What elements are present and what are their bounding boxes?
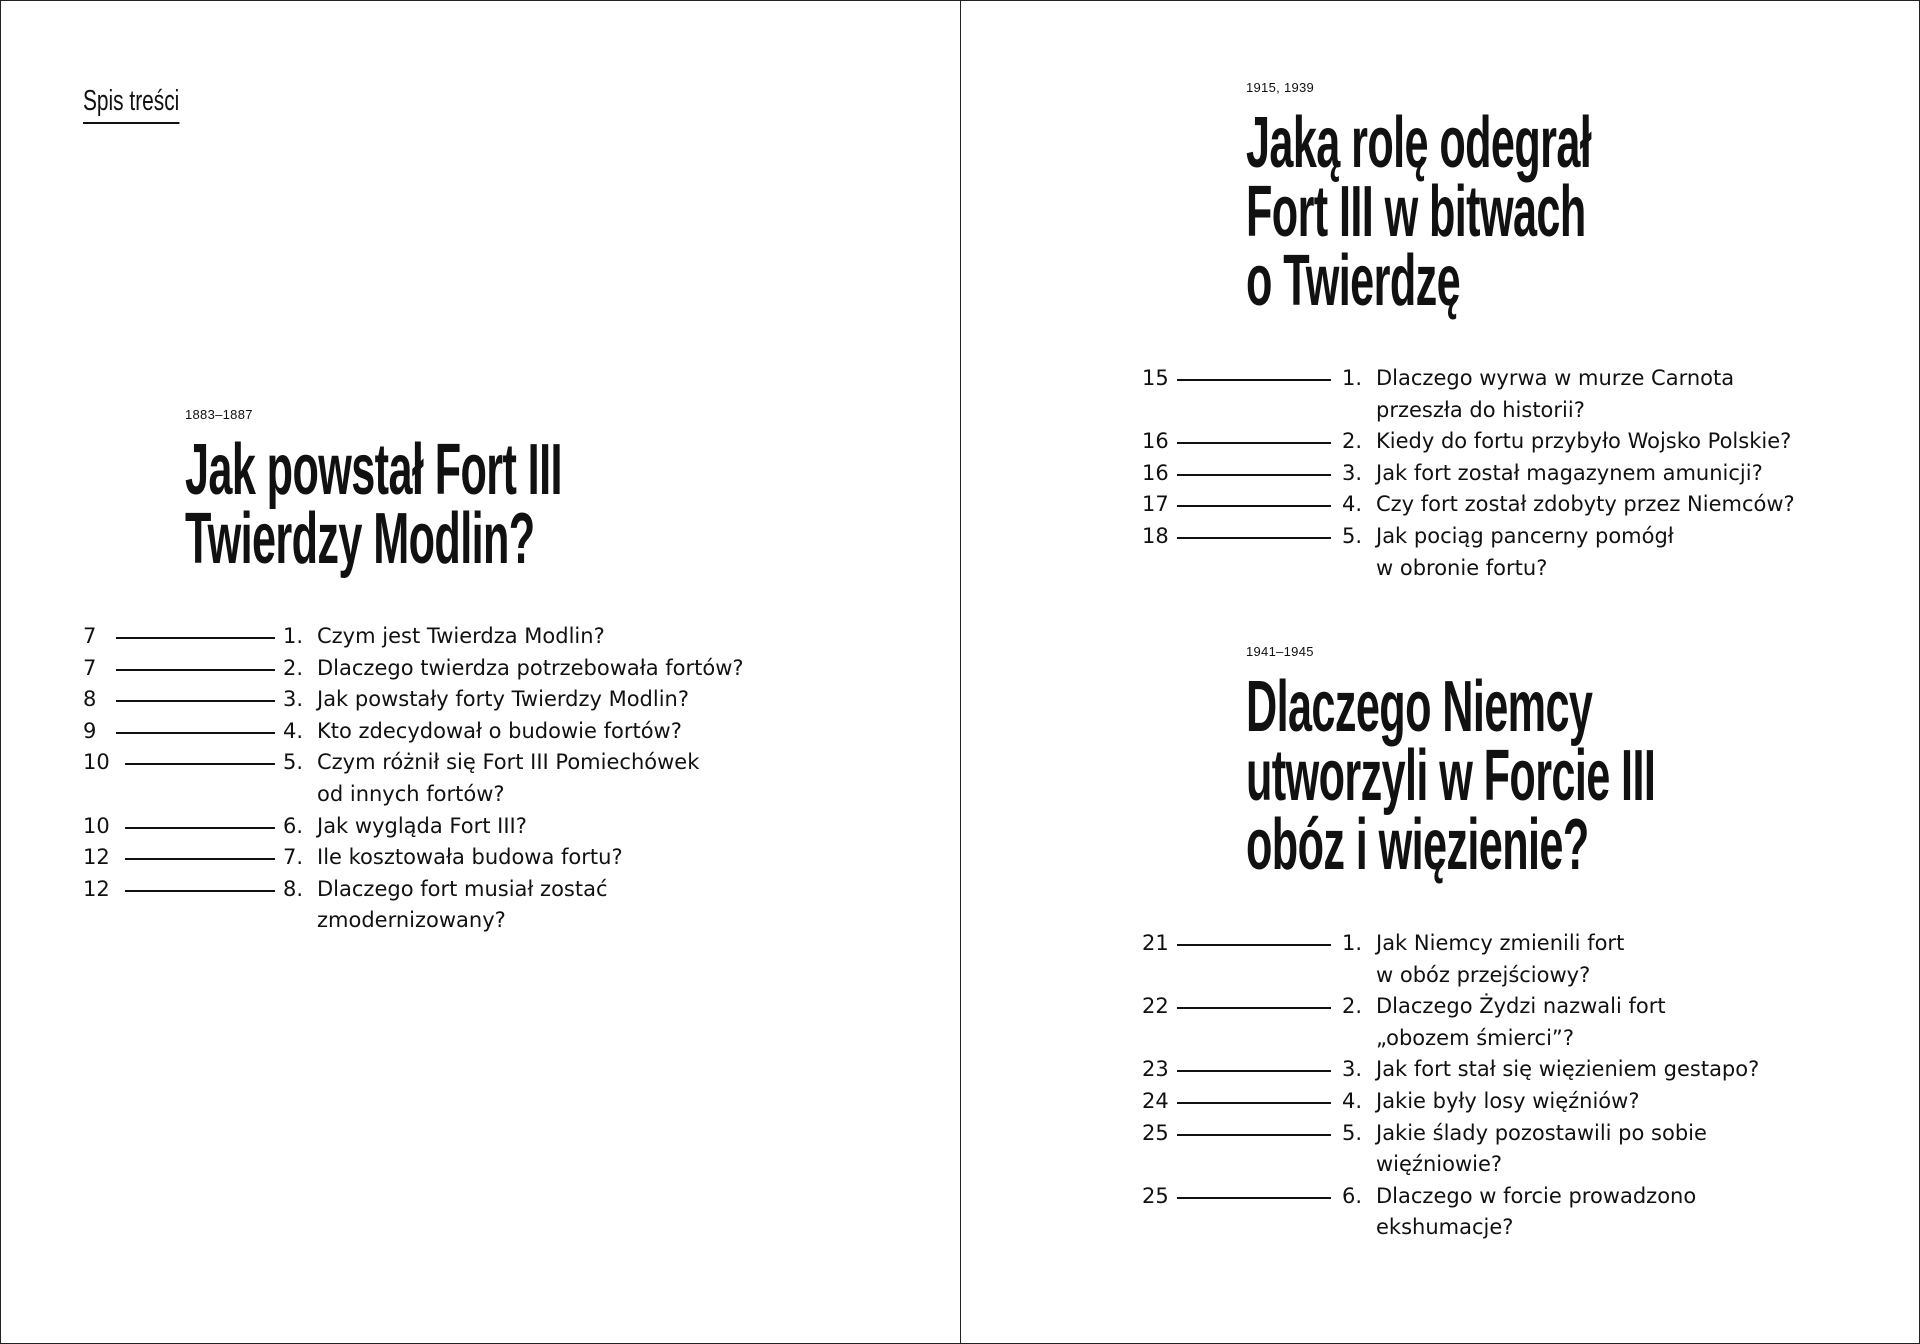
chapter-title	[1246, 103, 1592, 321]
chapter-title-line: Twierdzy Modlin?	[185, 499, 535, 579]
left-page	[1, 1, 961, 1343]
entry-number: 5.	[1342, 523, 1363, 548]
leader-line	[1177, 505, 1331, 507]
leader-line	[1177, 944, 1331, 946]
entry-number: 1.	[1342, 366, 1363, 390]
chapter-title	[185, 430, 562, 579]
entry-title-continued: w obronie fortu?	[1376, 555, 1548, 580]
toc-heading: Spis treści	[83, 85, 179, 124]
page-number: 15	[1142, 366, 1169, 390]
leader-line	[116, 700, 275, 702]
page-number: 25	[1142, 1183, 1169, 1208]
toc-entry[interactable]	[83, 684, 744, 716]
entry-number: 4.	[1342, 492, 1363, 517]
entry-number: 3.	[283, 687, 304, 712]
leader-line	[1177, 1070, 1331, 1072]
entry-number: 7.	[283, 845, 304, 870]
toc-entry[interactable]	[1142, 426, 1795, 458]
leader-line	[125, 763, 275, 765]
chapter-title-line: Jaką rolę odegrał	[1246, 103, 1592, 183]
leader-line	[1177, 1197, 1331, 1199]
entry-title: Dlaczego fort musiał zostać	[317, 876, 608, 901]
toc-entry[interactable]	[1142, 1054, 1759, 1086]
toc-entry[interactable]	[1142, 458, 1795, 490]
entry-title: Jak Niemcy zmienili fort	[1376, 931, 1625, 955]
leader-line	[116, 637, 275, 639]
leader-line	[1177, 1102, 1331, 1104]
toc-entry[interactable]	[1142, 1181, 1759, 1244]
entry-title-continued: w obóz przejściowy?	[1376, 962, 1591, 987]
entry-title-continued: „obozem śmierci”?	[1376, 1025, 1574, 1050]
page-number: 10	[83, 750, 110, 775]
page-number: 21	[1142, 931, 1169, 955]
entry-title-continued: przeszła do historii?	[1376, 397, 1585, 422]
toc-entry[interactable]	[83, 621, 744, 653]
chapter-1-header	[185, 407, 813, 579]
entry-title-continued: ekshumacje?	[1376, 1215, 1514, 1240]
leader-line	[1177, 1134, 1331, 1136]
page-number: 25	[1142, 1120, 1169, 1145]
entry-title: Ile kosztowała budowa fortu?	[317, 845, 623, 870]
page-number: 16	[1142, 429, 1169, 454]
toc-entry[interactable]	[1142, 521, 1795, 584]
page-number: 23	[1142, 1057, 1169, 1082]
chapter-2-header	[1246, 80, 1821, 321]
entry-number: 2.	[283, 655, 304, 680]
chapter-3-header	[1246, 644, 1920, 885]
page-number: 12	[83, 876, 110, 901]
page-number: 18	[1142, 523, 1169, 548]
entry-number: 6.	[1342, 1183, 1363, 1208]
leader-line	[1177, 379, 1331, 381]
page-number: 17	[1142, 492, 1169, 517]
entry-title: Czym jest Twierdza Modlin?	[317, 624, 605, 648]
entry-title: Dlaczego wyrwa w murze Carnota	[1376, 366, 1735, 390]
chapter-years: 1915, 1939	[1246, 80, 1315, 95]
entry-title: Dlaczego w forcie prowadzono	[1376, 1183, 1697, 1208]
toc-entry[interactable]	[1142, 928, 1759, 991]
chapter-2-entries	[1142, 363, 1795, 584]
entry-title-continued: zmodernizowany?	[317, 908, 506, 933]
entry-title: Jak pociąg pancerny pomógł	[1376, 523, 1674, 548]
entry-title: Kto zdecydował o budowie fortów?	[317, 718, 682, 743]
entry-title: Jak wygląda Fort III?	[317, 813, 527, 838]
entry-number: 6.	[283, 813, 304, 838]
entry-title: Kiedy do fortu przybyło Wojsko Polskie?	[1376, 429, 1792, 454]
entry-title-continued: od innych fortów?	[317, 781, 505, 806]
chapter-title-line: Jak powstał Fort III	[185, 430, 562, 510]
toc-entry[interactable]	[1142, 991, 1759, 1054]
toc-entry[interactable]	[1142, 1118, 1759, 1181]
page-number: 8	[83, 687, 97, 712]
leader-line	[116, 669, 275, 671]
entry-title: Czym różnił się Fort III Pomiechówek	[317, 750, 700, 775]
entry-number: 1.	[1342, 931, 1363, 955]
entry-number: 3.	[1342, 460, 1363, 485]
page-number: 10	[83, 813, 110, 838]
chapter-1-entries	[83, 621, 744, 937]
toc-entry[interactable]	[1142, 1086, 1759, 1118]
toc-entry[interactable]	[83, 747, 744, 810]
right-page	[961, 1, 1919, 1343]
toc-entry[interactable]	[83, 653, 744, 685]
entry-title: Czy fort został zdobyty przez Niemców?	[1376, 492, 1795, 517]
entry-title: Jakie były losy więźniów?	[1376, 1088, 1640, 1113]
page-number: 16	[1142, 460, 1169, 485]
entry-number: 2.	[1342, 429, 1363, 454]
chapter-years: 1883–1887	[185, 407, 253, 422]
entry-number: 8.	[283, 876, 304, 901]
leader-line	[1177, 537, 1331, 539]
toc-entry[interactable]	[1142, 363, 1795, 426]
leader-line	[116, 732, 275, 734]
leader-line	[1177, 1007, 1331, 1009]
entry-title: Jak fort został magazynem amunicji?	[1376, 460, 1763, 485]
page-number: 12	[83, 845, 110, 870]
leader-line	[125, 827, 275, 829]
entry-title-continued: więźniowie?	[1376, 1152, 1503, 1177]
chapter-title-line: utworzyli w Forcie III	[1246, 736, 1656, 816]
page-number: 22	[1142, 994, 1169, 1019]
chapter-years: 1941–1945	[1246, 644, 1314, 659]
toc-entry[interactable]	[83, 874, 744, 937]
entry-number: 1.	[283, 624, 304, 648]
chapter-title-line: obóz i więzienie?	[1246, 805, 1589, 885]
entry-number: 4.	[283, 718, 304, 743]
chapter-title-line: Fort III w bitwach	[1246, 172, 1586, 252]
page-number: 7	[83, 624, 97, 648]
leader-line	[125, 858, 275, 860]
page-number: 7	[83, 655, 97, 680]
entry-number: 5.	[1342, 1120, 1363, 1145]
entry-title: Jak powstały forty Twierdzy Modlin?	[317, 687, 690, 712]
entry-number: 4.	[1342, 1088, 1363, 1113]
chapter-title-line: Dlaczego Niemcy	[1246, 667, 1593, 747]
entry-number: 2.	[1342, 994, 1363, 1019]
chapter-title	[1246, 667, 1656, 885]
entry-title: Jak fort stał się więzieniem gestapo?	[1376, 1057, 1760, 1082]
entry-number: 3.	[1342, 1057, 1363, 1082]
chapter-title-line: o Twierdzę	[1246, 241, 1461, 321]
page-number: 24	[1142, 1088, 1169, 1113]
page-number: 9	[83, 718, 97, 743]
toc-entry[interactable]	[83, 842, 744, 874]
chapter-3-entries	[1142, 928, 1759, 1244]
entry-number: 5.	[283, 750, 304, 775]
leader-line	[1177, 474, 1331, 476]
entry-title: Dlaczego Żydzi nazwali fort	[1376, 994, 1666, 1019]
entry-title: Dlaczego twierdza potrzebowała fortów?	[317, 655, 744, 680]
toc-entry[interactable]	[83, 716, 744, 748]
toc-entry[interactable]	[83, 811, 744, 843]
leader-line	[1177, 442, 1331, 444]
entry-title: Jakie ślady pozostawili po sobie	[1376, 1120, 1707, 1145]
leader-line	[125, 890, 275, 892]
toc-entry[interactable]	[1142, 489, 1795, 521]
